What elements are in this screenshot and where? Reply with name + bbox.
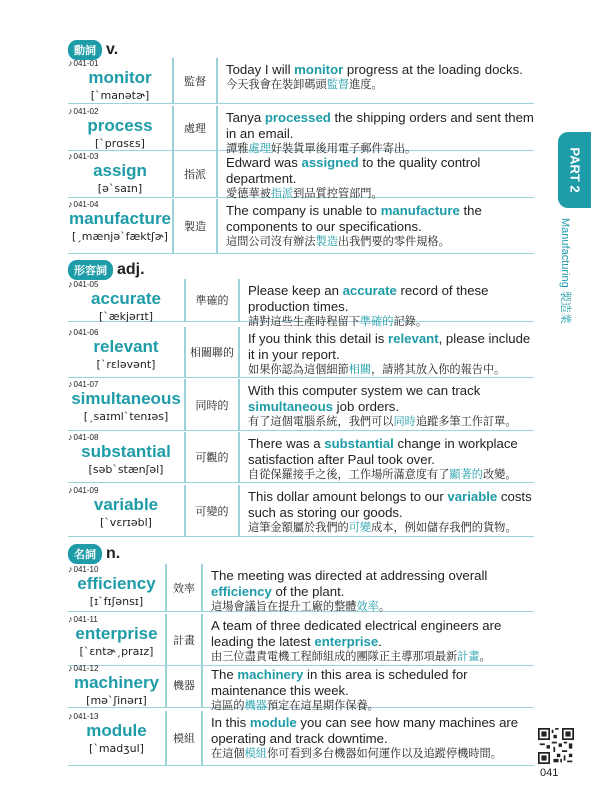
- page-number: 041: [540, 767, 559, 779]
- vocab-entry: [68, 327, 534, 378]
- word-column: [68, 151, 172, 197]
- example-sentence: [240, 485, 534, 536]
- track-code: 041-04: [73, 200, 99, 209]
- sentence-text: With this computer system we can track: [248, 383, 481, 398]
- sentence-text: There was a: [248, 436, 325, 451]
- chinese-sentence: [248, 521, 534, 536]
- music-note-icon: ♪: [68, 564, 73, 574]
- sentence-text: The company is unable to: [226, 203, 381, 218]
- part-label: PART 2: [567, 147, 582, 193]
- vocab-word: manufacture: [68, 209, 172, 228]
- phonetic: [səbˋstænʃəl]: [88, 463, 164, 476]
- keyword: 同時: [393, 416, 416, 428]
- vocab-word: module: [86, 721, 147, 740]
- sentence-text: 請對這些生產時程留下: [248, 316, 360, 328]
- word-column: [68, 564, 165, 611]
- track-code: 041-11: [73, 615, 98, 624]
- sentence-text: 成本，例如儲存我們的貨物。: [371, 522, 517, 534]
- sentence-text: 這區的: [211, 700, 245, 712]
- sentence-text: 你可看到多台機器如何運作以及追蹤停機時間。: [266, 748, 502, 760]
- qr-code: [538, 728, 574, 764]
- sentence-text: 這場會議旨在提升工廠的整體: [211, 601, 357, 613]
- english-sentence: [226, 62, 534, 78]
- vocab-entry: [68, 279, 534, 328]
- music-note-icon: ♪: [68, 614, 73, 624]
- vocab-word: accurate: [91, 289, 161, 308]
- audio-track[interactable]: [68, 279, 98, 289]
- keyword: efficiency: [211, 584, 272, 599]
- music-note-icon: ♪: [68, 327, 73, 337]
- sentence-text: 今天我會在裝卸碼頭: [226, 79, 327, 91]
- word-column: [68, 58, 172, 103]
- track-code: 041-03: [73, 152, 99, 161]
- keyword: 可變: [348, 522, 372, 534]
- audio-track[interactable]: [68, 485, 98, 495]
- chinese-sentence: [248, 363, 534, 378]
- english-sentence: [248, 283, 534, 315]
- phonetic: [ˋmadʒul]: [89, 742, 144, 755]
- example-sentence: [218, 199, 534, 253]
- example-sentence: [203, 663, 534, 712]
- sentence-text: to the quality control department.: [226, 155, 481, 186]
- track-code: 041-02: [73, 107, 99, 116]
- vocab-entry: [68, 711, 534, 766]
- phonetic: [ˏmænjəˋfæktʃɚ]: [72, 230, 168, 243]
- keyword: simultaneous: [248, 399, 334, 414]
- example-sentence: [240, 327, 534, 377]
- vocab-word: efficiency: [77, 574, 156, 593]
- sentence-text: 。: [378, 601, 391, 613]
- section-badge: 動詞: [68, 40, 102, 60]
- english-sentence: [248, 436, 534, 468]
- english-sentence: [248, 383, 534, 415]
- sentence-text: in this area is scheduled for maintenance this week.: [211, 667, 468, 698]
- chinese-sentence: [226, 235, 534, 250]
- vocab-word: monitor: [88, 68, 152, 87]
- vocab-word: machinery: [73, 673, 160, 692]
- sentence-text: 有了這個電腦系統，我們可以: [248, 416, 394, 428]
- side-tab: [558, 132, 591, 324]
- music-note-icon: ♪: [68, 379, 73, 389]
- keyword: substantial: [324, 436, 394, 451]
- music-note-icon: ♪: [68, 663, 73, 673]
- keyword: assigned: [301, 155, 359, 170]
- sentence-text: The meeting was directed at addressing overall: [211, 568, 488, 583]
- vocab-entry: [68, 663, 534, 712]
- keyword: 機器: [244, 700, 267, 712]
- phonetic: [ˏsaɪmlˋtenɪəs]: [83, 410, 169, 423]
- track-code: 041-01: [73, 59, 99, 68]
- chinese-meaning: 指派: [172, 151, 218, 197]
- phonetic: [ˋprɑsɛs]: [95, 137, 145, 150]
- track-code: 041-13: [73, 712, 99, 721]
- music-note-icon: ♪: [68, 199, 73, 209]
- track-code: 041-12: [73, 664, 99, 673]
- example-sentence: [203, 564, 534, 611]
- keyword: 指派: [270, 188, 294, 200]
- vocab-entry: [68, 199, 534, 254]
- audio-track[interactable]: [68, 151, 98, 161]
- keyword: processed: [264, 110, 331, 125]
- part-tab: [558, 132, 591, 208]
- music-note-icon: ♪: [68, 711, 73, 721]
- sentence-text: 愛德華被: [226, 188, 271, 200]
- sentence-text: This dollar amount belongs to our: [248, 489, 448, 504]
- section-badge: 名詞: [68, 544, 102, 564]
- chinese-meaning: 監督: [172, 58, 218, 103]
- chinese-meaning: 模組: [165, 711, 203, 765]
- keyword: enterprise: [314, 634, 379, 649]
- track-code: 041-05: [73, 280, 99, 289]
- keyword: 效率: [356, 601, 379, 613]
- keyword: module: [249, 715, 297, 730]
- audio-track[interactable]: [68, 663, 98, 673]
- english-sentence: [211, 715, 534, 747]
- part-of-speech: v.: [106, 41, 119, 58]
- chinese-meaning: 同時的: [184, 379, 240, 430]
- chinese-meaning: 準確的: [184, 279, 240, 321]
- keyword: 顯著的: [449, 469, 483, 481]
- sentence-text: 這筆金額屬於我們的: [248, 522, 349, 534]
- chinese-meaning: 可變的: [184, 485, 240, 536]
- example-sentence: [240, 279, 534, 328]
- vocab-word: substantial: [81, 442, 171, 461]
- audio-track[interactable]: [68, 432, 98, 442]
- word-column: [68, 711, 165, 765]
- english-sentence: [211, 618, 534, 650]
- music-note-icon: ♪: [68, 432, 73, 442]
- sentence-text: 。: [479, 651, 491, 663]
- audio-track[interactable]: [68, 327, 98, 337]
- audio-track[interactable]: [68, 58, 98, 68]
- sentence-text: 出我們要的零件規格。: [337, 236, 450, 248]
- keyword: variable: [447, 489, 498, 504]
- keyword: 監督: [326, 79, 350, 91]
- word-column: [68, 663, 165, 707]
- vocab-word: process: [87, 116, 153, 135]
- keyword: 相關: [348, 364, 372, 376]
- example-sentence: [240, 432, 534, 482]
- track-code: 041-08: [73, 433, 99, 442]
- sentence-text: 改變。: [482, 469, 517, 481]
- chinese-meaning: 處理: [172, 106, 218, 150]
- sentence-text: In this: [211, 715, 250, 730]
- phonetic: [ɪˋfɪʃənsɪ]: [89, 595, 144, 608]
- chinese-sentence: [248, 468, 534, 483]
- vocab-entry: [68, 432, 534, 483]
- phonetic: [ˋrɛləvənt]: [96, 358, 156, 371]
- sentence-text: 記錄。: [393, 316, 428, 328]
- example-sentence: [218, 58, 534, 103]
- word-column: [68, 485, 184, 536]
- sentence-text: .: [378, 634, 382, 649]
- english-sentence: [226, 155, 534, 187]
- phonetic: [ˋækjərɪt]: [98, 310, 153, 323]
- sentence-text: 預定在這星期作保養。: [266, 700, 379, 712]
- music-note-icon: ♪: [68, 106, 73, 116]
- sentence-text: change in workplace satisfaction after Paul took over.: [248, 436, 518, 467]
- section-verb: [68, 40, 118, 60]
- audio-track[interactable]: [68, 564, 98, 574]
- sentence-text: costs such as storing our goods.: [248, 489, 532, 520]
- phonetic: [ˋmanətɚ]: [90, 89, 150, 102]
- example-sentence: [203, 711, 534, 765]
- keyword: 處理: [248, 143, 271, 155]
- sentence-text: A team of three dedicated electrical engineers are leading the latest: [211, 618, 502, 649]
- chinese-meaning: 機器: [165, 663, 203, 707]
- track-code: 041-07: [73, 380, 99, 389]
- sentence-text: ，請將其放入你的報告中。: [371, 364, 506, 376]
- vocab-word: variable: [93, 495, 159, 514]
- sentence-text: If you think this detail is: [248, 331, 389, 346]
- sentence-text: 由三位盡責電機工程師組成的團隊正主導那項最新: [211, 651, 458, 663]
- chinese-sentence: [211, 600, 534, 615]
- sentence-text: 追蹤多筆工作訂單。: [415, 416, 517, 428]
- chinese-meaning: 計畫: [165, 614, 203, 665]
- part-of-speech: adj.: [117, 261, 145, 278]
- chinese-meaning: 製造: [172, 199, 218, 253]
- sentence-text: Please keep an: [248, 283, 343, 298]
- phonetic: [məˋʃinərɪ]: [86, 694, 147, 707]
- section-adj: [68, 260, 145, 280]
- sentence-text: progress at the loading docks.: [343, 62, 523, 77]
- english-sentence: [211, 568, 534, 600]
- word-column: [68, 199, 172, 253]
- sentence-text: 如果你認為這個細節: [248, 364, 349, 376]
- phonetic: [ˋɛntɚˏpraɪz]: [79, 645, 154, 658]
- vocab-word: relevant: [93, 337, 159, 356]
- keyword: accurate: [342, 283, 397, 298]
- sentence-text: Today I will: [226, 62, 295, 77]
- vocab-word: assign: [93, 161, 147, 180]
- music-note-icon: ♪: [68, 151, 73, 161]
- sentence-text: Edward was: [226, 155, 302, 170]
- word-column: [68, 327, 184, 377]
- chinese-sentence: [226, 78, 534, 93]
- music-note-icon: ♪: [68, 58, 73, 68]
- keyword: machinery: [237, 667, 304, 682]
- music-note-icon: ♪: [68, 279, 73, 289]
- keyword: 計畫: [457, 651, 480, 663]
- keyword: relevant: [388, 331, 439, 346]
- chinese-meaning: 相關聯的: [184, 327, 240, 377]
- sentence-text: 好裝貨單後用電子郵件寄出。: [270, 143, 417, 155]
- english-sentence: [226, 203, 534, 235]
- track-code: 041-10: [73, 565, 99, 574]
- keyword: monitor: [294, 62, 344, 77]
- sentence-text: The: [211, 667, 238, 682]
- chinese-sentence: [211, 747, 534, 762]
- word-column: [68, 614, 165, 665]
- sentence-text: 這間公司沒有辦法: [226, 236, 316, 248]
- vocab-entry: [68, 379, 534, 431]
- sentence-text: , please include it in your report.: [248, 331, 531, 362]
- chinese-meaning: 可觀的: [184, 432, 240, 482]
- chinese-meaning: 效率: [165, 564, 203, 611]
- word-column: [68, 106, 172, 150]
- vocab-word: simultaneous: [71, 389, 181, 408]
- word-column: [68, 279, 184, 321]
- audio-track[interactable]: [68, 614, 98, 624]
- sentence-text: 自從保羅接手之後，工作場所滿意度有了: [248, 469, 450, 481]
- vocab-entry: [68, 485, 534, 537]
- word-column: [68, 432, 184, 482]
- sentence-text: 在這個: [211, 748, 245, 760]
- section-badge: 形容詞: [68, 260, 113, 280]
- audio-track[interactable]: [68, 106, 98, 116]
- phonetic: [əˋsaɪn]: [97, 182, 143, 195]
- word-column: [68, 379, 184, 430]
- sentence-text: you can see how many machines are operating and track downtime.: [211, 715, 519, 746]
- english-sentence: [248, 489, 534, 521]
- vocab-entry: [68, 58, 534, 104]
- sentence-text: of the plant.: [271, 584, 345, 599]
- part-of-speech: n.: [106, 545, 121, 562]
- chinese-sentence: [248, 415, 534, 430]
- english-sentence: [211, 667, 534, 699]
- keyword: 準確的: [359, 316, 394, 328]
- vocab-word: enterprise: [75, 624, 158, 643]
- example-sentence: [218, 106, 534, 155]
- audio-track[interactable]: [68, 199, 98, 209]
- sentence-text: 進度。: [349, 79, 383, 91]
- keyword: 模組: [244, 748, 267, 760]
- example-sentence: [240, 379, 534, 430]
- vocab-entry: [68, 106, 534, 155]
- vocab-entry: [68, 614, 534, 666]
- section-noun: [68, 544, 120, 564]
- example-sentence: [203, 614, 534, 665]
- audio-track[interactable]: [68, 379, 98, 389]
- phonetic: [ˋvɛrɪəbl]: [100, 516, 152, 529]
- track-code: 041-09: [73, 486, 99, 495]
- english-sentence: [226, 110, 534, 142]
- sentence-text: record of these production times.: [248, 283, 489, 314]
- sentence-text: the shipping orders and sent them in an email.: [226, 110, 534, 141]
- sentence-text: the components to our specifications.: [226, 203, 482, 234]
- keyword: 製造: [315, 236, 338, 248]
- example-sentence: [218, 151, 534, 200]
- english-sentence: [248, 331, 534, 363]
- sentence-text: 譚雅: [226, 143, 249, 155]
- sentence-text: Tanya: [226, 110, 265, 125]
- vocab-entry: [68, 564, 534, 612]
- audio-track[interactable]: [68, 711, 98, 721]
- music-note-icon: ♪: [68, 485, 73, 495]
- chapter-label: Manufacturing 製造業: [559, 218, 571, 324]
- keyword: manufacture: [380, 203, 460, 218]
- track-code: 041-06: [73, 328, 99, 337]
- vocab-entry: [68, 151, 534, 198]
- sentence-text: 到品質控管部門。: [293, 188, 383, 200]
- sentence-text: job orders.: [333, 399, 399, 414]
